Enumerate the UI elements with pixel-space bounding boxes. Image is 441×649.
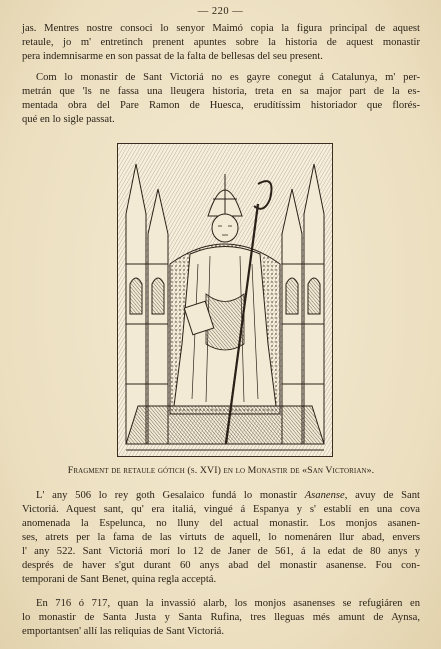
text-line: mentada obra del Pare Ramon de Huesca, erudítíssim historiador que florés- <box>22 100 420 111</box>
text-line: ses, atrets per la fama de las virtuts de aquell, lo nomenáren llur abad, envers <box>22 532 420 543</box>
paragraph-intro <box>22 22 420 64</box>
text-line: Com lo monastir de Sant Victoriá no es gayre conegut á Catalunya, m' per- <box>36 72 420 83</box>
text-line: anomenada la Espelunca, no lluny del actual monastir. Los monjos asanen- <box>22 518 420 529</box>
text-segment: , avuy de Sant <box>344 490 420 501</box>
figure-caption: Fragment de retaule gótich (s. XVI) en lo Monastir de «San Victorian». <box>67 465 375 476</box>
text-line: després de haver s'gut durant 60 anys abad del monastir asanense. Fou con- <box>22 560 420 571</box>
text-line: emportantsen' allí las reliquias de Sant Victoriá. <box>22 626 225 637</box>
paragraph-history-intro <box>22 71 420 127</box>
altarpiece-engraving <box>117 143 333 457</box>
floor-tiles <box>126 406 324 444</box>
text-line: Victoriá. Aquest sant, qu' era italiá, vingué á Espanya y s' establí en una cova <box>22 504 420 515</box>
text-line: retaule, jo m' entretinch prenent apuntes sobre la historia de aquest monastir <box>22 37 420 48</box>
text-line: pera indemnisarme en son passat de la falta de bellesas del seu present. <box>22 51 323 62</box>
paragraph-foundation <box>22 489 420 587</box>
text-line <box>22 489 420 503</box>
text-line: En 716 ó 717, quan la invassió alarb, los monjos asanenses se refugiáren en <box>36 598 420 609</box>
text-line: temporani de Sant Benet, quina regla acceptá. <box>22 574 217 585</box>
text-line: l' any 522. Sant Victoriá morí lo 12 de Janer de 561, á la edat de 80 anys y <box>22 546 420 557</box>
text-line: metrán que 'ls ne fassa una lleugera historia, treta en sa major part de la es- <box>22 86 420 97</box>
engraving-illustration <box>118 144 332 456</box>
saint-head <box>212 214 238 242</box>
text-line: jas. Mentres nostre consoci lo senyor Maimó copia la figura principal de aquest <box>22 23 420 34</box>
text-line: lo monastir de Santa Justa y Santa Rufina, tres lleguas més amunt de Aynsa, <box>22 612 420 623</box>
text-segment: L' any 506 lo rey goth Gesalaico fundá lo monastir <box>36 490 305 501</box>
paragraph-invasion <box>22 597 420 639</box>
page-number: — 220 — <box>197 6 244 17</box>
italic-term: Asanense <box>304 490 345 501</box>
text-line: qué en lo sigle passat. <box>22 114 115 125</box>
